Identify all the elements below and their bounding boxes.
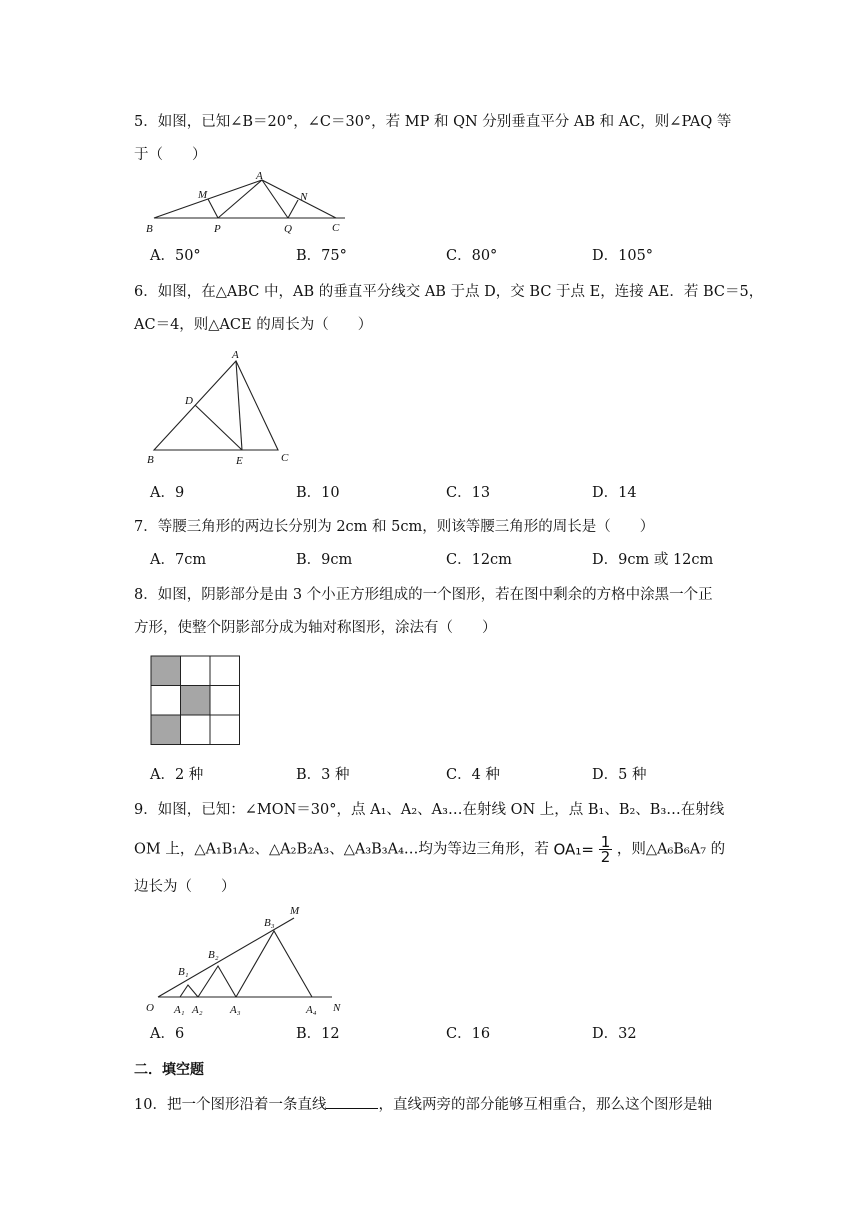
q7-option-d[interactable]: D．9cm 或 12cm	[592, 552, 714, 568]
q9-label-n: N	[333, 1002, 341, 1014]
q8-options	[150, 765, 750, 785]
grid-cell	[151, 686, 181, 716]
q6-stem-line1: 6．如图，在△ABC 中，AB 的垂直平分线交 AB 于点 D，交 BC 于点 E，连接 AE．若 BC＝5，	[134, 284, 764, 300]
q5-label-p: P	[214, 223, 221, 235]
grid-cell	[181, 656, 211, 686]
q9-option-d[interactable]: D．32	[592, 1026, 637, 1042]
q5-option-a[interactable]: A．50°	[150, 248, 201, 264]
q10-answer-blank[interactable]	[326, 1094, 378, 1109]
q9-formula	[554, 834, 613, 865]
q5-option-b[interactable]: B．75°	[296, 248, 347, 264]
q8-option-b[interactable]: B．3 种	[296, 767, 350, 783]
q9-option-a[interactable]: A．6	[150, 1026, 185, 1042]
q6-label-e: E	[236, 455, 243, 467]
q8-option-c[interactable]: C．4 种	[446, 767, 500, 783]
q9-option-c[interactable]: C．16	[446, 1026, 491, 1042]
grid-cell	[210, 656, 240, 686]
q6-label-d: D	[185, 395, 193, 407]
q5-label-b: B	[146, 223, 153, 235]
q5-label-a: A	[256, 170, 263, 182]
q7-option-a[interactable]: A．7cm	[150, 552, 207, 568]
q6-label-b: B	[147, 454, 154, 466]
q9-options	[150, 1024, 750, 1044]
q5-label-m: M	[198, 189, 208, 201]
q5-label-n: N	[300, 191, 308, 203]
section-heading: 二．填空题	[134, 1062, 204, 1078]
q9-label-a2: A₂	[192, 1004, 203, 1016]
grid-cell	[210, 715, 240, 745]
q7-stem-line1: 7．等腰三角形的两边长分别为 2cm 和 5cm，则该等腰三角形的周长是（ ）	[134, 519, 655, 535]
q9-label-m: M	[290, 905, 300, 917]
q5-figure	[140, 168, 360, 240]
q10-stem-post: ，直线两旁的部分能够互相重合，那么这个图形是轴	[378, 1097, 712, 1113]
q9-formula-lhs: OA₁=	[553, 840, 594, 859]
q9-label-a4: A₄	[306, 1004, 317, 1016]
q9-figure	[140, 900, 360, 1018]
q6-label-c: C	[281, 452, 289, 464]
q9-formula-numerator: 1	[600, 833, 611, 851]
q7-option-b[interactable]: B．9cm	[296, 552, 353, 568]
q5-label-c: C	[332, 222, 340, 234]
q9-option-b[interactable]: B．12	[296, 1026, 340, 1042]
q6-options	[150, 483, 750, 503]
q9-stem-line2	[134, 834, 725, 865]
q6-figure	[140, 344, 300, 468]
q9-stem-line2-post: ，则△A₆B₆A₇ 的	[616, 841, 726, 858]
q5-stem-line1: 5．如图，已知∠B＝20°，∠C＝30°，若 MP 和 QN 分别垂直平分 AB 和 AC，则∠PAQ 等	[134, 114, 732, 130]
q5-label-q: Q	[284, 223, 292, 235]
q5-stem-line2: 于（ ）	[134, 147, 207, 163]
q9-stem-line1: 9．如图，已知：∠MON＝30°，点 A₁、A₂、A₃…在射线 ON 上，点 B₁、B₂、B₃…在射线	[134, 802, 725, 818]
q9-stem-line2-pre: OM 上，△A₁B₁A₂、△A₂B₂A₃、△A₃B₃A₄…均为等边三角形，若	[134, 841, 549, 858]
q10-stem-line1	[134, 1094, 712, 1115]
q9-label-o: O	[146, 1002, 154, 1014]
q6-label-a: A	[232, 349, 239, 361]
q6-option-b[interactable]: B．10	[296, 485, 340, 501]
q5-option-d[interactable]: D．105°	[592, 248, 654, 264]
q10-stem-pre: 10．把一个图形沿着一条直线	[134, 1097, 327, 1113]
grid-cell	[210, 686, 240, 716]
q8-stem-line1: 8．如图，阴影部分是由 3 个小正方形组成的一个图形，若在图中剩余的方格中涂黑一个正	[134, 587, 713, 603]
q8-stem-line2: 方形，使整个阴影部分成为轴对称图形，涂法有（ ）	[134, 620, 497, 636]
q9-label-a3: A₃	[230, 1004, 241, 1016]
q8-option-d[interactable]: D．5 种	[592, 767, 647, 783]
q9-stem-line3: 边长为（ ）	[134, 879, 236, 895]
q6-stem-line2: AC＝4，则△ACE 的周长为（ ）	[134, 317, 373, 333]
q9-label-b3: B₃	[264, 917, 275, 929]
q5-option-c[interactable]: C．80°	[446, 248, 498, 264]
q7-options	[150, 550, 750, 570]
grid-cell-shaded	[151, 715, 181, 745]
q6-option-c[interactable]: C．13	[446, 485, 491, 501]
q8-grid-figure	[150, 655, 242, 747]
q6-option-a[interactable]: A．9	[150, 485, 185, 501]
q9-label-b2: B₂	[208, 949, 219, 961]
grid-cell-shaded	[151, 656, 181, 686]
q5-options	[150, 246, 750, 266]
q9-formula-denominator: 2	[600, 848, 611, 866]
q7-option-c[interactable]: C．12cm	[446, 552, 512, 568]
q8-option-a[interactable]: A．2 种	[150, 767, 204, 783]
q6-option-d[interactable]: D．14	[592, 485, 637, 501]
q9-label-a1: A₁	[174, 1004, 185, 1016]
grid-cell	[181, 715, 211, 745]
grid-cell-shaded	[181, 686, 211, 716]
q9-label-b1: B₁	[178, 966, 189, 978]
